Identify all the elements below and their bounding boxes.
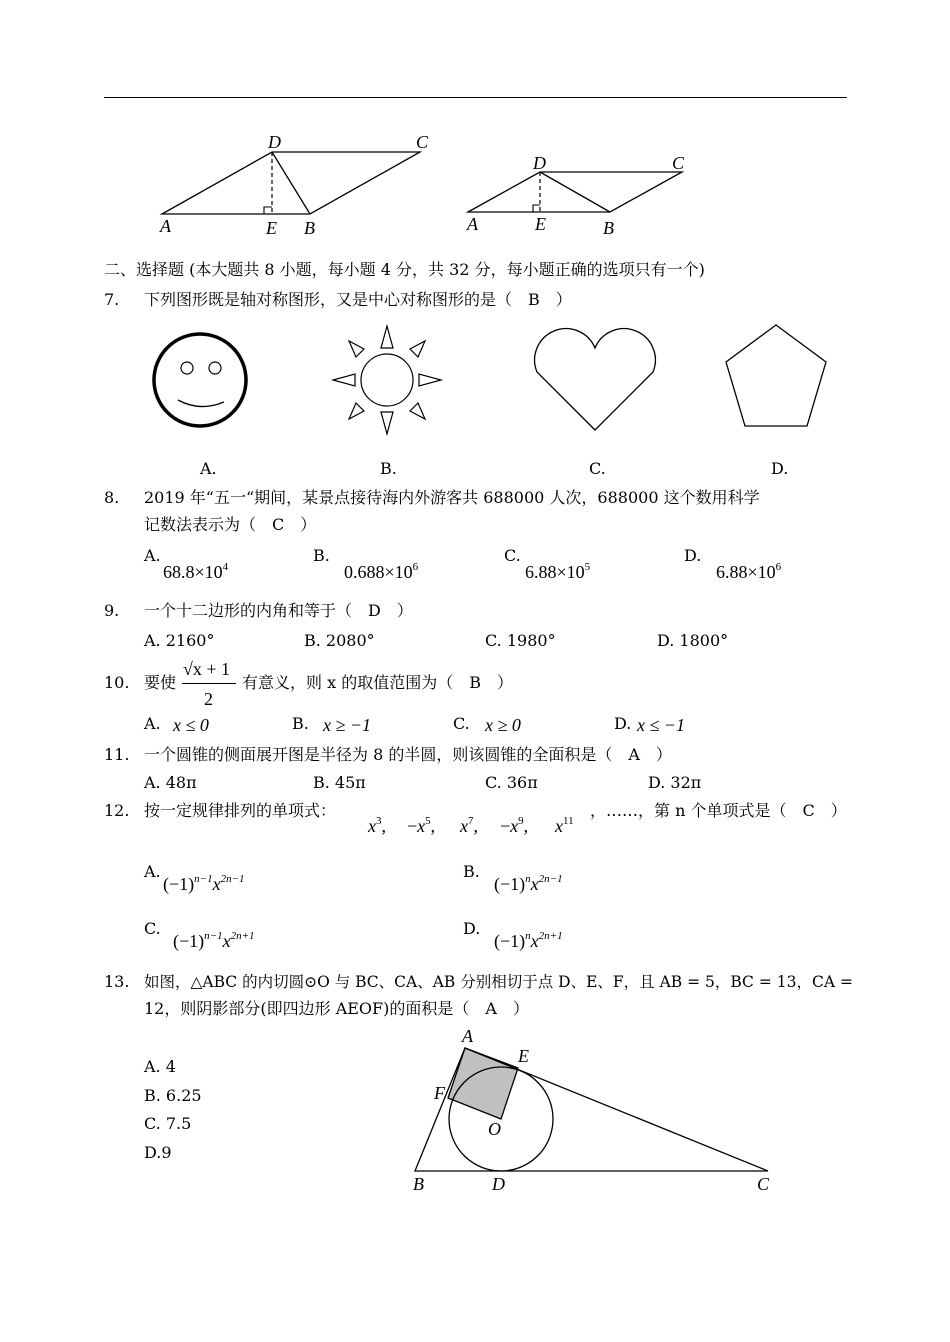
fig2-label-c: C <box>672 153 685 173</box>
q12-option-b-label: B. <box>463 862 480 881</box>
q10-stem-post: 有意义，则 x 的取值范围为（ B ） <box>242 673 513 692</box>
section-heading: 二、选择题 (本大题共 8 小题，每小题 4 分，共 32 分，每小题正确的选项只有一个) <box>104 260 705 279</box>
q8-option-d-label: D. <box>684 546 702 565</box>
q11-option-a: A. 48π <box>144 773 197 792</box>
q9-stem: 一个十二边形的内角和等于（ D ） <box>144 601 413 620</box>
q8-option-b-expr: $0.688\times 10^6$ <box>344 561 419 582</box>
q10-option-d-expr: x ≤ −1 <box>637 715 686 735</box>
q8-option-b-label: B. <box>313 546 330 565</box>
q13-number: 13. <box>104 972 130 991</box>
q9-option-c: C. 1980° <box>485 631 556 650</box>
q12-term-2: $-x^5$, <box>407 815 436 836</box>
q10-stem-pre: 要使 <box>144 673 177 692</box>
q10-option-b-label: B. <box>292 714 309 733</box>
q12-stem-post: ，……，第 n 个单项式是（ C ） <box>590 801 847 820</box>
q12-number: 12. <box>104 801 130 820</box>
fig13-label-o: O <box>488 1119 501 1139</box>
q11-stem: 一个圆锥的侧面展开图是半径为 8 的半圆，则该圆锥的全面积是（ A ） <box>144 745 672 764</box>
q12-option-c-expr: $(-1)^{n-1}x^{2n+1}$ <box>173 930 255 951</box>
q8-option-c-label: C. <box>504 546 521 565</box>
fig1-label-b: B <box>304 218 315 238</box>
q13-option-b: B. 6.25 <box>144 1086 202 1105</box>
q8-option-a-label: A. <box>144 546 161 565</box>
q10-option-a-label: A. <box>144 714 161 733</box>
q10-number: 10. <box>104 673 130 692</box>
fig1-label-d: D <box>268 132 281 152</box>
q12-option-c-label: C. <box>144 919 161 938</box>
q8-option-c-expr: $6.88\times 10^5$ <box>525 561 591 582</box>
fig2-label-d: D <box>533 153 546 173</box>
q12-option-d-expr: $(-1)^nx^{2n+1}$ <box>494 930 563 951</box>
fig1-label-c: C <box>416 132 429 152</box>
q10-option-c-expr: x ≥ 0 <box>485 715 521 735</box>
fig2-label-b: B <box>603 218 614 238</box>
fig13-label-d: D <box>492 1174 505 1194</box>
q11-number: 11. <box>104 745 130 764</box>
q11-option-c: C. 36π <box>485 773 538 792</box>
q7-option-d: D. <box>771 459 789 478</box>
q13-option-d: D.9 <box>144 1143 172 1162</box>
q7-option-c: C. <box>589 459 606 478</box>
q7-option-a: A. <box>200 459 217 478</box>
q10-option-b-expr: x ≥ −1 <box>323 715 372 735</box>
q13-option-a: A. 4 <box>144 1057 176 1076</box>
fig2-label-e: E <box>535 214 546 234</box>
q8-number: 8. <box>104 488 120 507</box>
q12-stem-pre: 按一定规律排列的单项式： <box>144 801 337 820</box>
fig1-label-a: A <box>160 216 171 236</box>
q12-option-a-label: A. <box>144 862 161 881</box>
q11-option-d: D. 32π <box>648 773 702 792</box>
q13-stem-line1: 如图，△ABC 的内切圆⊙O 与 BC、CA、AB 分别相切于点 D、E、F，且 AB = 5，BC = 13，CA = <box>144 973 853 991</box>
q9-option-b: B. 2080° <box>304 631 375 650</box>
fig13-label-f: F <box>434 1083 445 1103</box>
fig13-label-b: B <box>413 1174 424 1194</box>
q9-option-a: A. 2160° <box>144 631 215 650</box>
q7-number: 7. <box>104 290 120 309</box>
q11-option-b: B. 45π <box>313 773 366 792</box>
fig1-label-e: E <box>266 218 277 238</box>
q10-option-d-label: D. <box>614 714 632 733</box>
q12-term-3: $x^7$, <box>460 815 478 836</box>
q8-stem-line2: 记数法表示为（ C ） <box>144 515 317 534</box>
q9-number: 9. <box>104 601 120 620</box>
q7-stem: 下列图形既是轴对称图形，又是中心对称图形的是（ B ） <box>144 290 572 309</box>
fig2-label-a: A <box>467 214 478 234</box>
q10-option-c-label: C. <box>453 714 470 733</box>
q10-option-a-expr: x ≤ 0 <box>173 715 209 735</box>
q12-term-5: $x^{11}$ <box>555 815 574 836</box>
q8-option-a-expr: $68.8\times 10^4$ <box>163 561 229 582</box>
q13-stem-line2: 12，则阴影部分(即四边形 AEOF)的面积是（ A ） <box>144 999 529 1018</box>
q13-option-c: C. 7.5 <box>144 1114 192 1133</box>
fig13-label-a: A <box>462 1026 473 1046</box>
q8-stem-line1: 2019 年“五一“期间，某景点接待海内外游客共 688000 人次，688000 这个数用科学 <box>144 488 760 507</box>
fig13-label-c: C <box>757 1174 770 1194</box>
q10-fraction-numerator: √x + 1 <box>183 659 231 679</box>
q12-option-d-label: D. <box>463 919 481 938</box>
q7-option-b: B. <box>380 459 397 478</box>
q12-option-b-expr: $(-1)^nx^{2n-1}$ <box>494 873 563 894</box>
fig13-label-e: E <box>518 1046 529 1066</box>
q12-option-a-expr: $(-1)^{n-1}x^{2n-1}$ <box>163 873 245 894</box>
q10-fraction-denominator: 2 <box>204 689 213 709</box>
q12-term-4: $-x^9$, <box>500 815 529 836</box>
q9-option-d: D. 1800° <box>657 631 729 650</box>
q8-option-d-expr: $6.88\times 10^6$ <box>716 561 782 582</box>
q12-term-1: $x^3$, <box>368 815 386 836</box>
